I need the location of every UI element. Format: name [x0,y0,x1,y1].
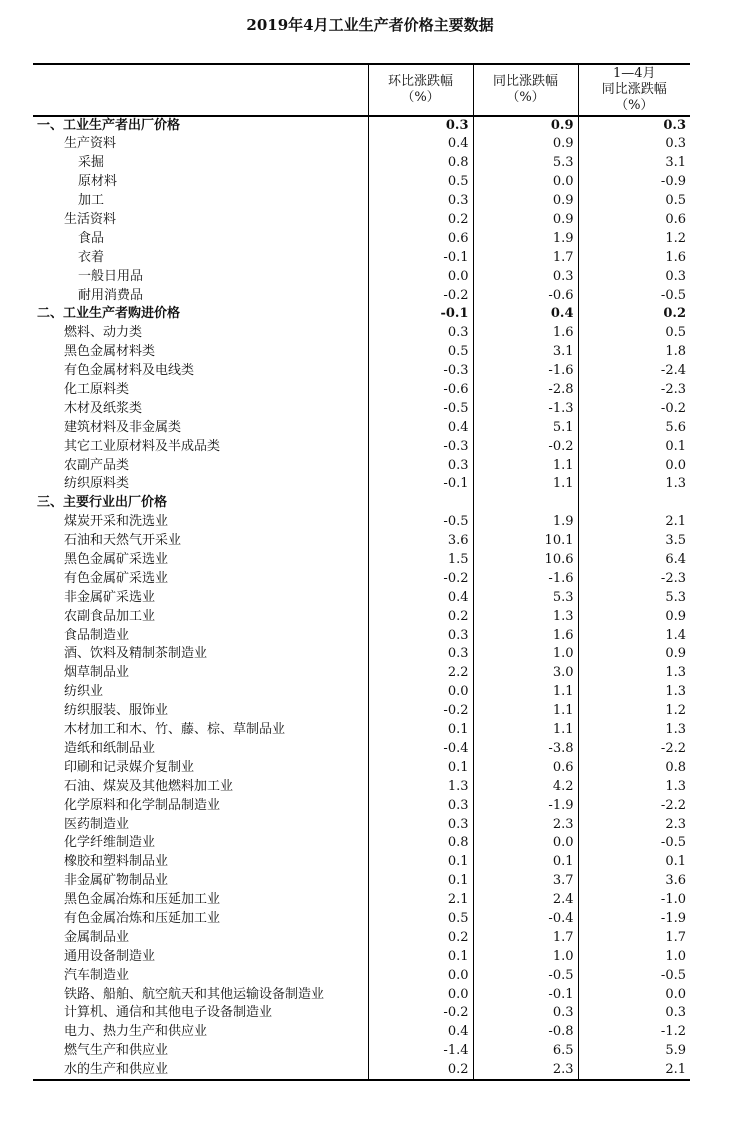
row-yoy-cell: 1.9 [473,229,578,248]
header-item-name [33,64,368,116]
row-name-cell: 其它工业原材料及半成品类 [64,438,221,454]
row-mom-cell: 0.5 [368,343,473,362]
row-mom-cell: 0.2 [368,607,473,626]
row-yoy-cell: 0.3 [473,1004,578,1023]
row-yoy-cell: 1.0 [473,645,578,664]
row-ytd-cell: 5.3 [578,588,690,607]
table-body [33,116,690,1080]
row-yoy-cell: 0.9 [473,192,578,211]
table-row [33,626,690,645]
row-yoy-cell: 1.3 [473,607,578,626]
row-ytd-cell: 1.7 [578,928,690,947]
row-name-cell: 计算机、通信和其他电子设备制造业 [64,1005,273,1021]
row-mom-cell: 0.4 [368,588,473,607]
table-row [33,740,690,759]
row-yoy-cell: 3.7 [473,872,578,891]
row-yoy-cell: 10.6 [473,551,578,570]
row-name-cell: 二、工业生产者购进价格 [37,306,181,322]
row-name-cell: 金属制品业 [64,929,130,945]
row-yoy-cell: 1.9 [473,513,578,532]
row-ytd-cell: -2.2 [578,740,690,759]
row-ytd-cell: 0.8 [578,758,690,777]
row-name-cell: 生产资料 [64,136,117,152]
row-yoy-cell: 5.3 [473,154,578,173]
table-row [33,588,690,607]
row-name-cell: 一般日用品 [78,268,144,284]
row-mom-cell: 0.2 [368,211,473,230]
price-data-table [33,63,690,1081]
row-ytd-cell [578,494,690,513]
row-mom-cell: 0.1 [368,853,473,872]
table-row [33,664,690,683]
row-name-cell: 医药制造业 [64,816,130,832]
row-ytd-cell: 3.1 [578,154,690,173]
row-ytd-cell: 0.5 [578,192,690,211]
row-mom-cell: 3.6 [368,532,473,551]
row-yoy-cell: -0.4 [473,910,578,929]
row-mom-cell: 0.3 [368,645,473,664]
table-row [33,758,690,777]
table-row [33,834,690,853]
table-row [33,815,690,834]
row-yoy-cell: 0.9 [473,116,578,135]
row-mom-cell: -0.2 [368,569,473,588]
row-ytd-cell: 2.1 [578,1061,690,1080]
row-yoy-cell: 0.4 [473,305,578,324]
row-name-cell: 纺织服装、服饰业 [64,703,169,719]
row-yoy-cell: 0.3 [473,267,578,286]
row-name-cell: 黑色金属冶炼和压延加工业 [64,892,221,908]
table-row [33,569,690,588]
row-yoy-cell: 5.1 [473,418,578,437]
row-name-cell: 水的生产和供应业 [33,1061,368,1080]
row-yoy-cell [473,494,578,513]
row-name-cell: 原材料 [78,174,118,190]
row-mom-cell: 0.3 [368,324,473,343]
row-yoy-cell: 1.0 [473,947,578,966]
row-name-cell: 纺织原料类 [64,476,130,492]
row-ytd-cell: 1.3 [578,664,690,683]
row-yoy-cell: 1.7 [473,928,578,947]
row-mom-cell: -0.5 [368,513,473,532]
row-ytd-cell: -0.5 [578,966,690,985]
row-mom-cell: 0.0 [368,966,473,985]
table-row [33,229,690,248]
row-yoy-cell: -2.8 [473,381,578,400]
row-mom-cell: 0.4 [368,418,473,437]
row-yoy-cell: -0.2 [473,437,578,456]
row-name-cell: 非金属矿采选业 [64,589,156,605]
row-ytd-cell: -2.2 [578,796,690,815]
row-yoy-cell: 0.1 [473,853,578,872]
row-mom-cell: 0.1 [368,947,473,966]
table-row [33,1061,690,1080]
row-name-cell: 铁路、船舶、航空航天和其他运输设备制造业 [64,986,325,1002]
row-yoy-cell: -0.5 [473,966,578,985]
row-ytd-cell: 1.3 [578,475,690,494]
row-ytd-cell: 5.9 [578,1042,690,1061]
row-mom-cell: 0.3 [368,626,473,645]
row-ytd-cell: 3.5 [578,532,690,551]
row-ytd-cell: 1.6 [578,248,690,267]
row-yoy-cell: -1.3 [473,399,578,418]
table-row [33,286,690,305]
row-name-cell: 燃气生产和供应业 [64,1043,169,1059]
row-mom-cell: -0.1 [368,475,473,494]
row-mom-cell: 0.1 [368,721,473,740]
row-name-cell: 一、工业生产者出厂价格 [37,118,181,133]
row-ytd-cell: -1.9 [578,910,690,929]
row-name-cell: 造纸和纸制品业 [64,740,156,756]
row-name-cell: 石油、煤炭及其他燃料加工业 [64,778,234,794]
row-ytd-cell: 0.2 [578,305,690,324]
table-row [33,154,690,173]
row-name-cell: 黑色金属材料类 [64,344,156,360]
row-yoy-cell: 1.7 [473,248,578,267]
table-row [33,853,690,872]
row-mom-cell: -0.3 [368,362,473,381]
row-yoy-cell: 1.6 [473,324,578,343]
row-mom-cell: -0.1 [368,305,473,324]
row-mom-cell: -0.6 [368,381,473,400]
row-name-cell: 化学纤维制造业 [64,835,156,851]
row-mom-cell: 0.1 [368,872,473,891]
table-row [33,267,690,286]
row-yoy-cell: 2.3 [473,815,578,834]
row-yoy-cell: -0.1 [473,985,578,1004]
table-row [33,985,690,1004]
row-ytd-cell: 1.4 [578,626,690,645]
row-name-cell: 汽车制造业 [64,967,130,983]
row-name-cell: 农副产品类 [64,457,130,473]
row-ytd-cell: 1.3 [578,721,690,740]
row-ytd-cell: -0.5 [578,834,690,853]
table-header-row [33,64,690,116]
header-mom-label: 环比涨跌幅 [387,74,453,89]
table-section-row [33,116,690,135]
row-ytd-cell: -2.4 [578,362,690,381]
table-row [33,1004,690,1023]
row-name-cell: 烟草制品业 [64,665,130,681]
row-yoy-cell: 0.0 [473,173,578,192]
row-mom-cell: 0.3 [368,192,473,211]
row-yoy-cell: 0.0 [473,834,578,853]
row-yoy-cell: 6.5 [473,1042,578,1061]
header-mom-unit: （%） [401,90,440,105]
header-yoy-unit: （%） [506,90,545,105]
row-name-cell: 黑色金属矿采选业 [64,552,169,568]
row-yoy-cell: -3.8 [473,740,578,759]
row-name-cell: 印刷和记录媒介复制业 [64,759,195,775]
row-name-cell: 加工 [78,193,105,209]
row-name-cell: 化工原料类 [64,382,130,398]
row-yoy-cell: 1.1 [473,683,578,702]
row-yoy-cell: -1.6 [473,569,578,588]
row-ytd-cell: 1.0 [578,947,690,966]
row-name-cell: 橡胶和塑料制品业 [64,854,169,870]
table-row [33,891,690,910]
row-ytd-cell: -2.3 [578,381,690,400]
row-mom-cell: 0.0 [368,985,473,1004]
row-mom-cell: 0.4 [368,1023,473,1042]
table-row [33,381,690,400]
row-mom-cell: -0.2 [368,286,473,305]
table-row [33,456,690,475]
row-ytd-cell: 0.1 [578,853,690,872]
row-yoy-cell: 3.0 [473,664,578,683]
row-name-cell: 煤炭开采和洗选业 [64,514,169,530]
row-ytd-cell: 6.4 [578,551,690,570]
row-ytd-cell: 0.1 [578,437,690,456]
row-yoy-cell: 0.6 [473,758,578,777]
row-ytd-cell: -0.9 [578,173,690,192]
row-yoy-cell: 3.1 [473,343,578,362]
row-ytd-cell: -0.2 [578,399,690,418]
row-mom-cell: 0.6 [368,229,473,248]
row-yoy-cell: 2.3 [473,1061,578,1080]
row-mom-cell: 1.5 [368,551,473,570]
row-name-cell: 农副食品加工业 [64,608,156,624]
row-mom-cell: 0.3 [368,796,473,815]
table-row [33,192,690,211]
table-row [33,947,690,966]
row-yoy-cell: 4.2 [473,777,578,796]
table-row [33,796,690,815]
row-ytd-cell: -2.3 [578,569,690,588]
row-mom-cell: 2.2 [368,664,473,683]
row-name-cell: 三、主要行业出厂价格 [37,495,168,511]
row-yoy-cell: -1.6 [473,362,578,381]
header-yoy [473,64,578,116]
row-mom-cell: -0.2 [368,1004,473,1023]
row-mom-cell [368,494,473,513]
row-mom-cell: -1.4 [368,1042,473,1061]
row-ytd-cell: 1.2 [578,702,690,721]
row-mom-cell: -0.4 [368,740,473,759]
row-ytd-cell: 0.3 [578,267,690,286]
row-name-cell: 食品制造业 [64,627,130,643]
row-mom-cell: 0.8 [368,154,473,173]
header-mom [368,64,473,116]
table-row [33,645,690,664]
row-ytd-cell: 5.6 [578,418,690,437]
row-mom-cell: 0.1 [368,758,473,777]
table-row [33,135,690,154]
table-row [33,211,690,230]
row-name-cell: 衣着 [78,249,105,265]
header-ytd-label: 同比涨跌幅 [601,82,667,97]
row-yoy-cell: 2.4 [473,891,578,910]
table-row [33,1042,690,1061]
table-row [33,173,690,192]
table-row [33,910,690,929]
row-ytd-cell: 2.1 [578,513,690,532]
row-ytd-cell: -1.2 [578,1023,690,1042]
row-ytd-cell: 0.0 [578,985,690,1004]
table-row [33,702,690,721]
row-yoy-cell: 10.1 [473,532,578,551]
table-row [33,437,690,456]
table-row [33,966,690,985]
row-ytd-cell: 3.6 [578,872,690,891]
row-mom-cell: 0.3 [368,456,473,475]
row-yoy-cell: -0.6 [473,286,578,305]
row-mom-cell: 0.0 [368,267,473,286]
row-mom-cell: 0.2 [368,1061,473,1080]
row-ytd-cell: 1.2 [578,229,690,248]
row-mom-cell: 2.1 [368,891,473,910]
row-ytd-cell: 0.9 [578,607,690,626]
row-mom-cell: 0.3 [368,815,473,834]
row-mom-cell: 0.4 [368,135,473,154]
row-ytd-cell: 1.3 [578,777,690,796]
table-row [33,607,690,626]
row-mom-cell: -0.1 [368,248,473,267]
row-name-cell: 酒、饮料及精制茶制造业 [64,646,208,662]
row-yoy-cell: -1.9 [473,796,578,815]
row-name-cell: 耐用消费品 [78,287,144,303]
table-row [33,324,690,343]
row-ytd-cell: 0.3 [578,116,690,135]
row-name-cell: 通用设备制造业 [64,948,156,964]
row-yoy-cell: 0.9 [473,211,578,230]
table-row [33,721,690,740]
row-name-cell: 木材加工和木、竹、藤、棕、草制品业 [64,722,286,738]
row-yoy-cell: -0.8 [473,1023,578,1042]
row-mom-cell: 0.5 [368,910,473,929]
row-name-cell: 纺织业 [64,684,104,700]
row-name-cell: 采掘 [78,155,105,171]
table-row [33,777,690,796]
row-yoy-cell: 0.9 [473,135,578,154]
table-row [33,475,690,494]
row-name-cell: 有色金属材料及电线类 [64,363,195,379]
row-mom-cell: 0.5 [368,173,473,192]
row-ytd-cell: 0.9 [578,645,690,664]
row-name-cell: 生活资料 [64,212,117,227]
row-yoy-cell: 1.1 [473,456,578,475]
table-row [33,532,690,551]
table-row [33,1023,690,1042]
row-yoy-cell: 1.6 [473,626,578,645]
table-row [33,872,690,891]
row-ytd-cell: 1.8 [578,343,690,362]
row-ytd-cell: 0.6 [578,211,690,230]
table-section-row [33,305,690,324]
row-ytd-cell: 0.3 [578,135,690,154]
header-yoy-label: 同比涨跌幅 [492,74,558,89]
table-row [33,248,690,267]
table-row [33,683,690,702]
row-yoy-cell: 1.1 [473,721,578,740]
table-section-row [33,494,690,513]
header-ytd-unit: （%） [615,98,654,113]
row-mom-cell: -0.3 [368,437,473,456]
row-mom-cell: 0.3 [368,116,473,135]
table-row [33,362,690,381]
row-mom-cell: -0.5 [368,399,473,418]
table-row [33,513,690,532]
table-row [33,551,690,570]
row-name-cell: 电力、热力生产和供应业 [64,1024,208,1040]
table-row [33,418,690,437]
row-name-cell: 非金属矿物制品业 [64,873,169,889]
row-name-cell: 化学原料和化学制品制造业 [64,797,221,813]
row-yoy-cell: 5.3 [473,588,578,607]
page-title: 2019年4月工业生产者价格主要数据 [246,16,494,34]
row-yoy-cell: 1.1 [473,702,578,721]
row-mom-cell: -0.2 [368,702,473,721]
header-ytd [578,64,690,116]
row-ytd-cell: -1.0 [578,891,690,910]
row-name-cell: 有色金属矿采选业 [64,570,169,586]
row-name-cell: 食品 [78,230,105,246]
row-ytd-cell: 0.3 [578,1004,690,1023]
table-row [33,399,690,418]
row-mom-cell: 1.3 [368,777,473,796]
table-row [33,343,690,362]
row-ytd-cell: -0.5 [578,286,690,305]
row-ytd-cell: 0.5 [578,324,690,343]
row-mom-cell: 0.0 [368,683,473,702]
row-name-cell: 木材及纸浆类 [64,400,143,416]
row-ytd-cell: 2.3 [578,815,690,834]
row-ytd-cell: 0.0 [578,456,690,475]
row-name-cell: 石油和天然气开采业 [64,533,182,549]
row-name-cell: 建筑材料及非金属类 [64,419,182,435]
row-yoy-cell: 1.1 [473,475,578,494]
row-name-cell: 有色金属冶炼和压延加工业 [64,910,221,926]
row-ytd-cell: 1.3 [578,683,690,702]
row-mom-cell: 0.2 [368,928,473,947]
header-ytd-period: 1—4月 [612,66,656,81]
table-row [33,928,690,947]
row-name-cell: 燃料、动力类 [64,325,143,341]
row-mom-cell: 0.8 [368,834,473,853]
